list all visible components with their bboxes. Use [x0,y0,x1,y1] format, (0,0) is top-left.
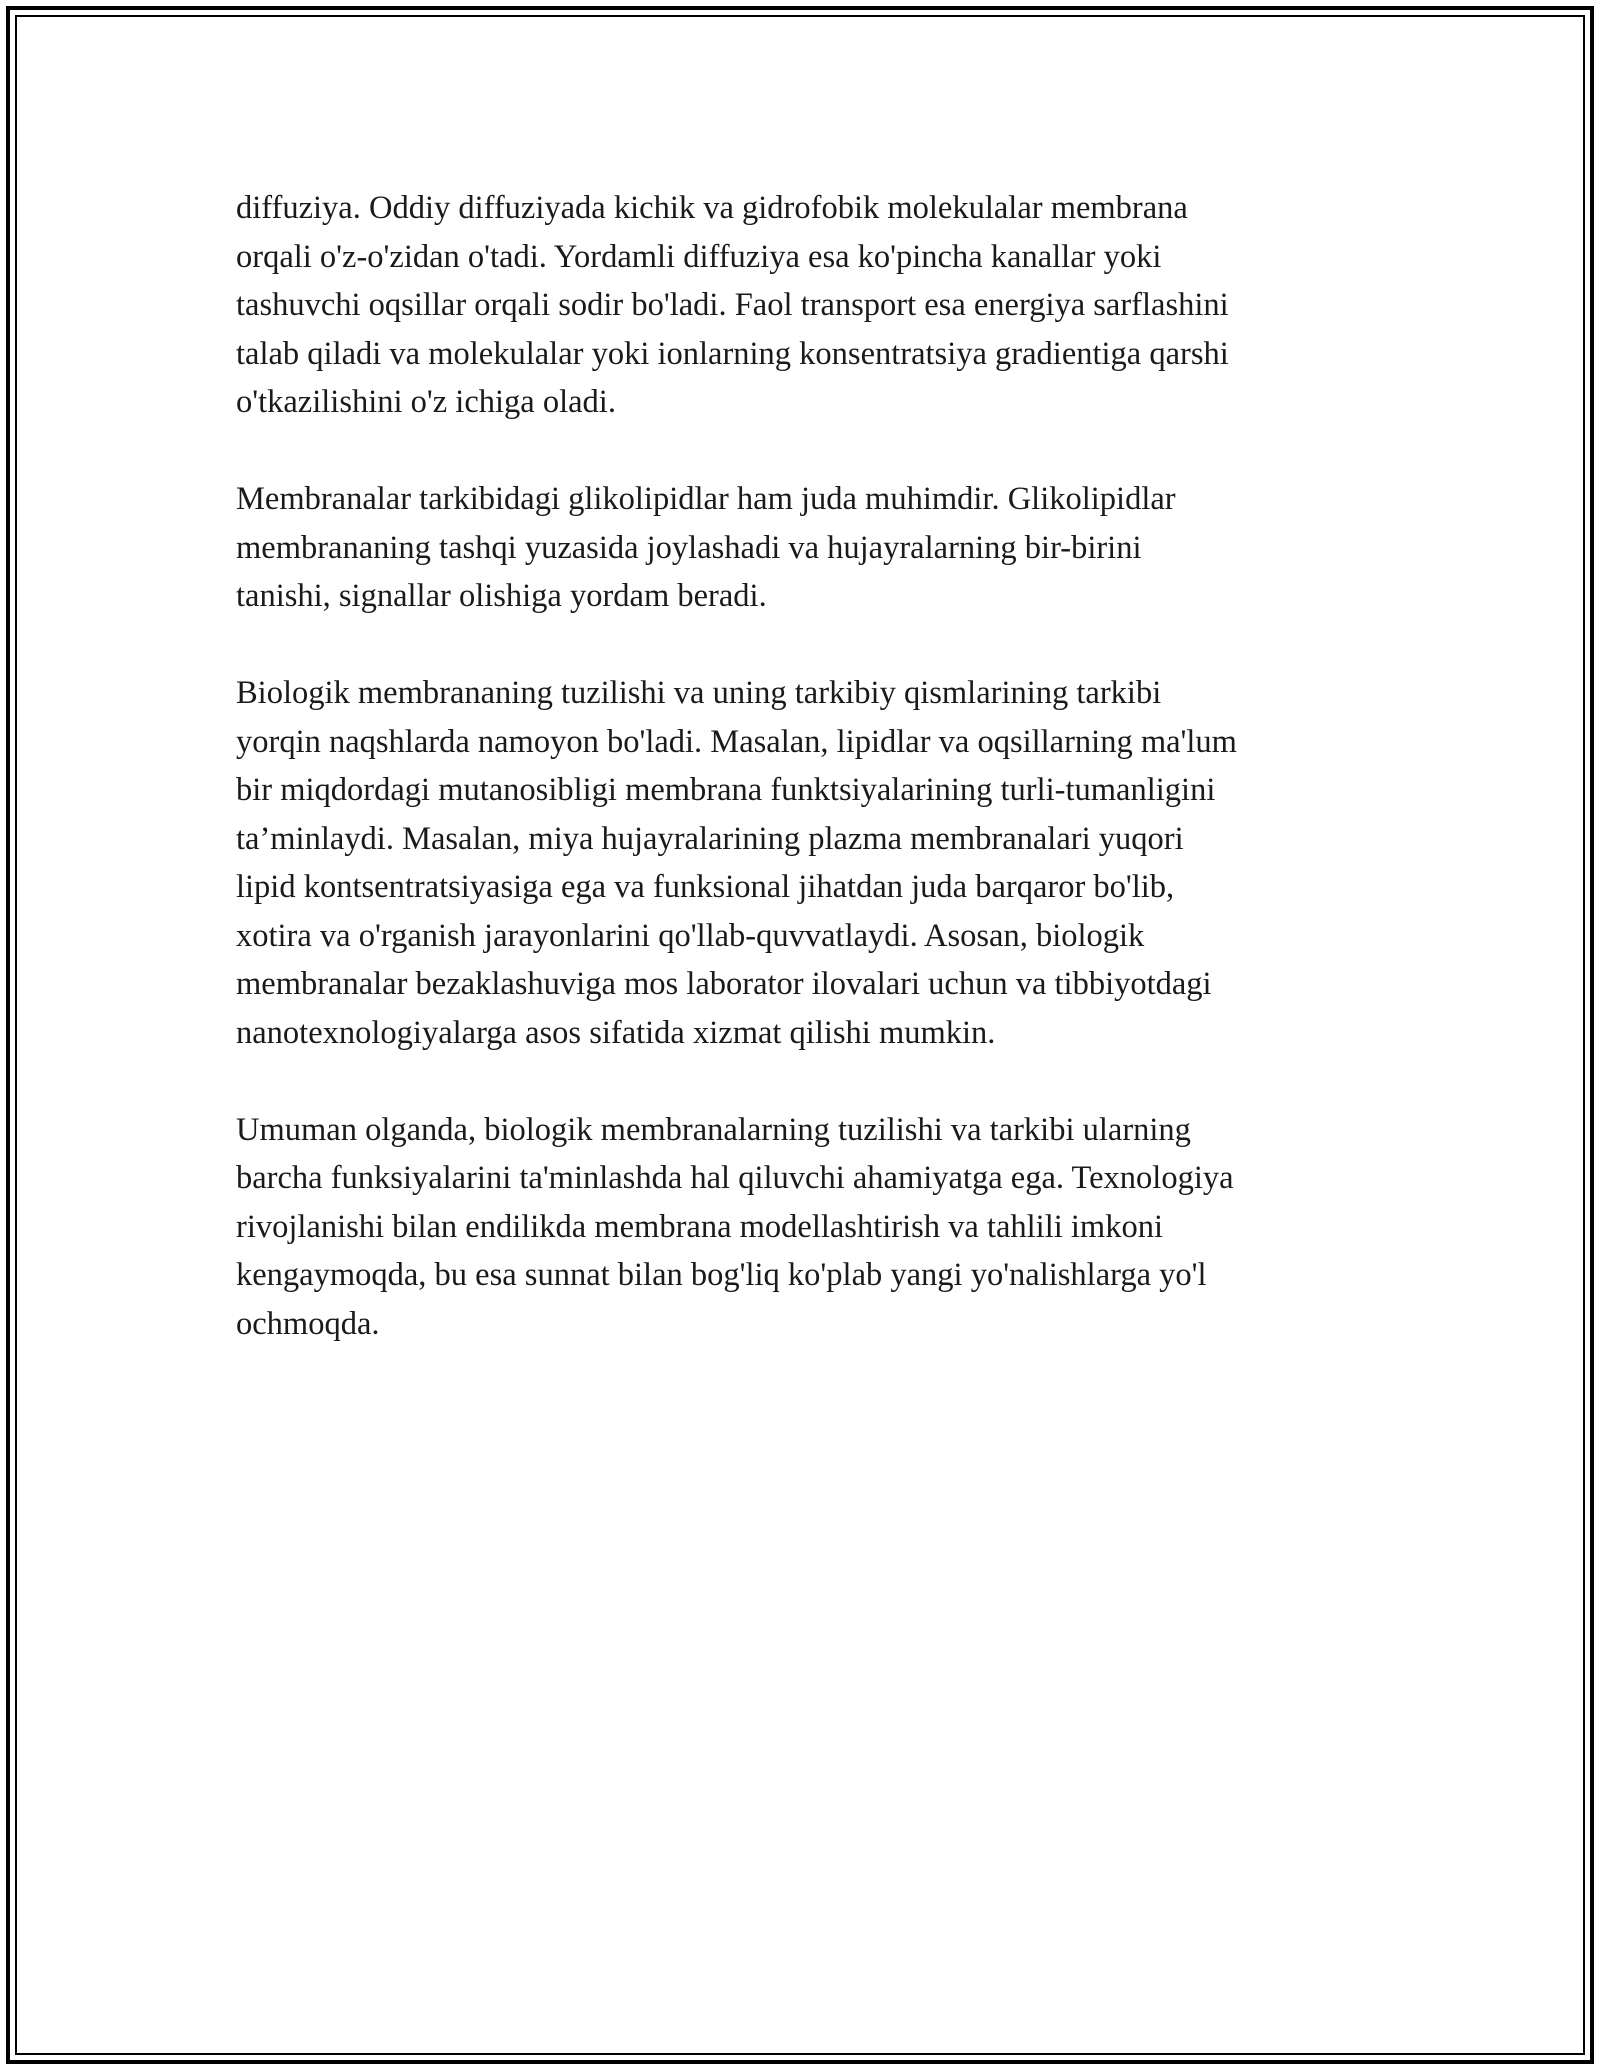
text-line: nanotexnologiyalarga asos sifatida xizmat qilishi mumkin. [236,1014,996,1051]
text-line: xotira va o'rganish jarayonlarini qo'llab-quvvatlaydi. Asosan, biologik [236,917,1145,954]
text-line: tashuvchi oqsillar orqali sodir bo'ladi. Faol transport esa energiya sarflashini [236,287,1229,323]
text-line: diffuziya. Oddiy diffuziyada kichik va gidrofobik molekulalar membrana [236,190,1188,226]
paragraph-1 [236,184,1396,427]
text-line: kengaymoqda, bu esa sunnat bilan bog'liq ko'plab yangi yo'nalishlarga yo'l [236,1257,1207,1293]
text-line: Biologik membrananing tuzilishi va uning tarkibiy qismlarining tarkibi [236,675,1162,711]
text-line: bir miqdordagi mutanosibligi membrana funktsiyalarining turli-tumanligini [236,772,1216,808]
text-line: tanishi, signallar olishiga yordam beradi. [236,578,767,614]
paragraph-2 [236,475,1396,621]
text-line: o'tkazilishini o'z ichiga oladi. [236,384,616,420]
text-line: orqali o'z-o'zidan o'tadi. Yordamli diffuziya esa ko'pincha kanallar yoki [236,238,1162,275]
document-body [236,184,1396,1397]
text-line: lipid kontsentratsiyasiga ega va funksional jihatdan juda barqaror bo'lib, [236,869,1175,905]
text-line: ta’minlaydi. Masalan, miya hujayralarining plazma membranalari yuqori [236,820,1184,857]
text-line: Membranalar tarkibidagi glikolipidlar ham juda muhimdir. Glikolipidlar [236,481,1176,517]
text-line: membranalar bezaklashuviga mos laborator ilovalari uchun va tibbiyotdagi [236,966,1212,1002]
text-line: yorqin naqshlarda namoyon bo'ladi. Masalan, lipidlar va oqsillarning ma'lum [236,723,1237,760]
text-line: talab qiladi va molekulalar yoki ionlarning konsentratsiya gradientiga qarshi [236,335,1229,372]
text-line: membrananing tashqi yuzasida joylashadi va hujayralarning bir-birini [236,529,1142,566]
paragraph-4 [236,1106,1396,1349]
text-line: Umuman olganda, biologik membranalarning tuzilishi va tarkibi ularning [236,1111,1191,1148]
text-line: rivojlanishi bilan endilikda membrana modellashtirish va tahlili imkoni [236,1208,1163,1245]
text-line: barcha funksiyalarini ta'minlashda hal qiluvchi ahamiyatga ega. Texnologiya [236,1160,1234,1196]
paragraph-3 [236,669,1396,1057]
text-line: ochmoqda. [236,1305,380,1342]
